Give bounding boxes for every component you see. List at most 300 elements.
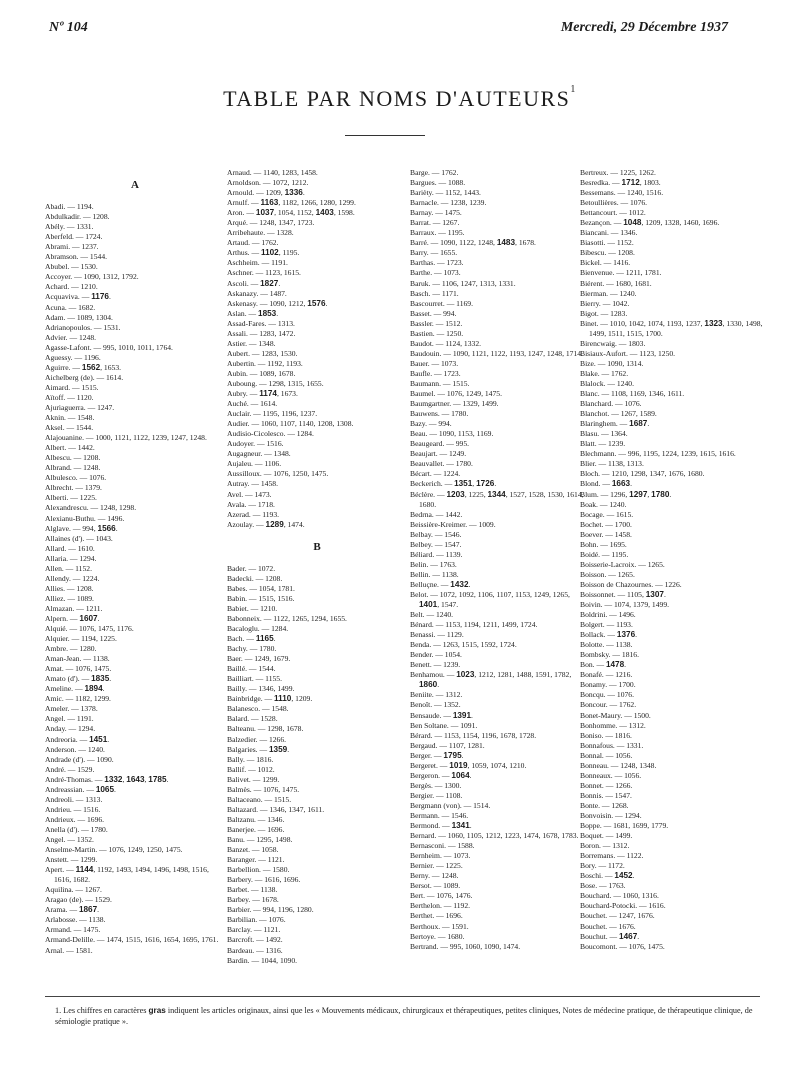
index-entry: Bierry. — 1042. (580, 298, 630, 308)
index-entry: Avel. — 1473. (227, 489, 272, 499)
index-entry: Belbey. — 1547. (410, 539, 462, 549)
original-article-ref: 1048 (623, 218, 642, 228)
index-entry: Bouchut. — 1467. (580, 931, 640, 941)
footnote (55, 1005, 767, 1027)
index-entry: Askenasy. — 1090, 1212, 1576. (227, 298, 328, 308)
section-letter-a: A (131, 179, 139, 191)
index-entry: Biancani. — 1346. (580, 228, 638, 238)
index-entry: Ameline. — 1894. (45, 684, 105, 694)
index-entry: Arnoldson. — 1072, 1212. (227, 178, 309, 188)
index-entry: Bergès. — 1300. (410, 780, 462, 790)
index-entry: Alajouanine. — 1000, 1121, 1122, 1239, 1247, 1248. (45, 433, 207, 443)
index-entry: Birencwaig. — 1803. (580, 338, 646, 348)
index-entry: Aubertin. — 1192, 1193. (227, 358, 303, 368)
index-entry: Bersot. — 1089. (410, 881, 461, 891)
original-article-ref: 1827 (260, 278, 279, 288)
index-entry: Bouchard. — 1060, 1316. (580, 891, 659, 901)
index-entry: Bickel. — 1416. (580, 258, 631, 268)
index-entry: Bose. — 1763. (580, 881, 626, 891)
index-entry: Barclay. — 1121. (227, 925, 281, 935)
original-article-ref: 1780 (651, 489, 670, 499)
original-article-ref: 1853 (258, 308, 277, 318)
index-entry: Amic. — 1182, 1299. (45, 694, 111, 704)
index-entry: Anselme-Martin. — 1076, 1249, 1250, 1475. (45, 845, 183, 855)
index-entry: Andreassian. — 1065. (45, 784, 116, 794)
index-entry: Barry. — 1655. (410, 248, 458, 258)
original-article-ref: 1351 (454, 479, 473, 489)
footnote-prefix: 1. Les chiffres en caractères (55, 1006, 149, 1015)
index-entry: Andrieu. — 1516. (45, 804, 101, 814)
index-entries-4 (580, 168, 770, 952)
index-entry: Azerad. — 1193. (227, 509, 280, 519)
index-entry: Baer. — 1249, 1679. (227, 654, 291, 664)
index-entry: Aschner. — 1123, 1615. (227, 268, 301, 278)
index-entry: Aslan. — 1853. (227, 308, 279, 318)
original-article-ref: 1663 (611, 479, 631, 489)
index-entry: Blaringhem. — 1687. (580, 419, 650, 429)
index-entry: Bon. — 1478. (580, 660, 627, 670)
original-article-ref: 1860 (419, 680, 438, 690)
title-divider (345, 135, 425, 136)
index-entry: Alexandrescu. — 1248, 1298. (45, 503, 137, 513)
index-entry: Blanchard. — 1076. (580, 399, 642, 409)
index-entry: Berger. — 1795. (410, 750, 464, 760)
index-entry: Aragao (de). — 1529. (45, 895, 112, 905)
index-entry: Baltazard. — 1346, 1347, 1611. (227, 804, 325, 814)
index-entry: Barcroft. — 1492. (227, 935, 283, 945)
index-column-1 (45, 168, 225, 956)
index-entry: Bécart. — 1224. (410, 469, 461, 479)
page-title-text: TABLE PAR NOMS D'AUTEURS (223, 86, 571, 111)
index-entry: Bettancourt. — 1012. (580, 208, 646, 218)
index-entry: Albrecht. — 1379. (45, 483, 102, 493)
index-entry: Auboung. — 1298, 1315, 1655. (227, 378, 324, 388)
index-column-4 (580, 168, 770, 952)
original-article-ref: 1894 (84, 684, 103, 694)
index-entry: Basch. — 1171. (410, 288, 459, 298)
index-entry: Blond. — 1663. (580, 479, 632, 489)
index-entry: Binet. — 1010, 1042, 1074, 1193, 1237, 1323, 1330, 1498, 1499, 1511, 1515, 1700. (580, 318, 763, 338)
index-entry: Balard. — 1528. (227, 714, 278, 724)
original-article-ref: 1336 (284, 188, 303, 198)
original-article-ref: 1064 (451, 770, 470, 780)
index-entry: Audoyer. — 1516. (227, 439, 284, 449)
index-column-2 (227, 168, 407, 966)
original-article-ref: 1643 (126, 774, 145, 784)
index-entry: Angel. — 1191. (45, 714, 94, 724)
index-entry: Bibescu. — 1208. (580, 248, 635, 258)
index-entry: Audisio-Cicolesco. — 1284. (227, 429, 314, 439)
index-entry: Barnacle. — 1238, 1239. (410, 198, 487, 208)
index-entry: Aron. — 1037, 1054, 1152, 1403, 1598. (227, 208, 355, 218)
index-entry: Bergaud. — 1107, 1281. (410, 740, 485, 750)
index-entry: Barbery. — 1616, 1696. (227, 875, 301, 885)
index-entry: Allendy. — 1224. (45, 573, 100, 583)
original-article-ref: 1332 (104, 774, 123, 784)
index-entry: Blasu. — 1364. (580, 429, 628, 439)
index-entry: Balivet. — 1299. (227, 774, 280, 784)
index-entry: Boidé. — 1195. (580, 549, 629, 559)
index-entry: Bezançon. — 1048, 1209, 1328, 1460, 1696. (580, 218, 720, 228)
index-entry: Blanchot. — 1267, 1589. (580, 409, 657, 419)
original-article-ref: 1307 (645, 589, 664, 599)
index-column-3 (410, 168, 590, 952)
index-entry: Berthelon. — 1192. (410, 901, 471, 911)
index-entry: Bonnafous. — 1331. (580, 740, 644, 750)
index-entry: Aberfeld. — 1724. (45, 232, 103, 242)
original-article-ref: 1163 (260, 198, 279, 208)
index-entry: Barthe. — 1073. (410, 268, 461, 278)
index-entry: Barré. — 1090, 1122, 1248, 1483, 1678. (410, 238, 536, 248)
index-entry: Béliard. — 1139. (410, 549, 463, 559)
original-article-ref: 1289 (265, 519, 284, 529)
index-entry: Allen. — 1152. (45, 563, 92, 573)
original-article-ref: 1297 (629, 489, 648, 499)
original-article-ref: 1176 (91, 292, 109, 302)
index-entry: Allaria. — 1294. (45, 553, 97, 563)
index-entry: Balmès. — 1076, 1475. (227, 784, 300, 794)
original-article-ref: 1376 (616, 630, 636, 640)
index-entry: Boissonnet. — 1105, 1307. (580, 589, 666, 599)
index-entry: Boisserie-Lacroix. — 1265. (580, 559, 665, 569)
original-article-ref: 1576 (307, 298, 326, 308)
index-entry: Bacaloglu. — 1284. (227, 624, 289, 634)
index-entry: Ajuriaguerra. — 1247. (45, 402, 115, 412)
index-entry: Anstett. — 1299. (45, 855, 98, 865)
index-entry: Assali. — 1283, 1472. (227, 328, 296, 338)
index-entry: Arnaud. — 1140, 1283, 1458. (227, 168, 318, 177)
index-entry: Abadi. — 1194. (45, 202, 94, 212)
index-entry: Badecki. — 1208. (227, 573, 283, 583)
index-entry: Bolgert. — 1193. (580, 620, 633, 630)
index-entry: Bender. — 1054. (410, 650, 462, 660)
index-entry: Anella (d'). — 1780. (45, 824, 108, 834)
original-article-ref: 1110 (274, 694, 292, 704)
index-entry: Benoît. — 1352. (410, 700, 461, 710)
index-entry: Bloch. — 1210, 1298, 1347, 1676, 1680. (580, 469, 705, 479)
index-entry: Beaugeard. — 995. (410, 439, 470, 449)
original-article-ref: 1023 (456, 670, 475, 680)
index-entry: Banzet. — 1058. (227, 845, 279, 855)
original-article-ref: 1483 (496, 238, 516, 248)
original-article-ref: 1566 (97, 523, 116, 533)
index-entry: Agasse-Lafont. — 995, 1010, 1011, 1764. (45, 342, 173, 352)
index-entry: Bergmann (von). — 1514. (410, 800, 491, 810)
index-entry: Borremans. — 1122. (580, 851, 644, 861)
index-entry: Aubert. — 1283, 1530. (227, 348, 298, 358)
index-entry: Boquet. — 1499. (580, 831, 633, 841)
index-entry: Beauvallet. — 1780. (410, 459, 473, 469)
index-entry: Ameler. — 1378. (45, 704, 98, 714)
index-entry: Barrat. — 1267. (410, 218, 460, 228)
index-entry: Bory. — 1172. (580, 861, 625, 871)
index-entry: Aimard. — 1515. (45, 382, 99, 392)
original-article-ref: 1102 (260, 248, 279, 258)
footnote-bold-word: gras (148, 1006, 166, 1015)
index-entry: Banerjee. — 1696. (227, 824, 285, 834)
original-article-ref: 1712 (621, 178, 640, 188)
index-entry: Bonneaux. — 1056. (580, 770, 642, 780)
index-entry: Baranger. — 1121. (227, 855, 285, 865)
index-entry: Barge. — 1762. (410, 168, 459, 177)
index-entry: Belt. — 1240. (410, 610, 454, 620)
index-entry: Arama. — 1867. (45, 905, 100, 915)
page-title (0, 86, 800, 112)
index-entry: Astier. — 1348. (227, 338, 276, 348)
index-entry: Boak. — 1240. (580, 499, 627, 509)
index-entry: Baltaceano. — 1515. (227, 794, 292, 804)
index-entry: Abubel. — 1530. (45, 262, 98, 272)
index-entries-2 (227, 168, 407, 966)
index-entry: Arribehaute. — 1328. (227, 228, 294, 238)
index-entry: Bonnet. — 1266. (580, 780, 633, 790)
index-entry: Belbay. — 1546. (410, 529, 462, 539)
index-entry: Aubin. — 1089, 1678. (227, 368, 296, 378)
index-entry: Babes. — 1054, 1781. (227, 583, 295, 593)
index-entry: Bocage. — 1615. (580, 509, 634, 519)
index-entry: Barnay. — 1475. (410, 208, 462, 218)
index-entry: Boniso. — 1816. (580, 730, 632, 740)
index-entry: Bellin. — 1138. (410, 569, 459, 579)
index-entry: Baltzanu. — 1346. (227, 814, 285, 824)
index-entry: Blatt. — 1239. (580, 439, 626, 449)
index-entry: Allaines (d'). — 1043. (45, 533, 113, 543)
index-entry: Amat. — 1076, 1475. (45, 664, 112, 674)
index-entry: Blanc. — 1108, 1169, 1346, 1611. (580, 389, 685, 399)
index-entry: Baillé. — 1544. (227, 664, 276, 674)
index-entry: Bernier. — 1225. (410, 861, 463, 871)
index-entry: Armand-Delille. — 1474, 1515, 1616, 1654, 1695, 1761. (45, 935, 219, 945)
index-entry: Bouchet. — 1247, 1676. (580, 911, 655, 921)
index-entry: Ballif. — 1012. (227, 764, 275, 774)
index-entry: Andreoli. — 1313. (45, 794, 103, 804)
index-entry: Blier. — 1138, 1313. (580, 459, 644, 469)
original-article-ref: 1391 (452, 710, 472, 720)
index-entry: Barbet. — 1138. (227, 885, 278, 895)
index-entry: Baufle. — 1723. (410, 368, 461, 378)
index-entry: Bazy. — 994. (410, 419, 452, 429)
index-entry: Balgaries. — 1359. (227, 744, 290, 754)
index-entry: Bastien. — 1250. (410, 328, 464, 338)
index-entry: Bonet-Maury. — 1500. (580, 710, 651, 720)
index-entries-1 (45, 202, 225, 956)
index-entry: Boever. — 1458. (580, 529, 632, 539)
index-entry: Barthas. — 1723. (410, 258, 464, 268)
index-entry: Blechmann. — 996, 1195, 1224, 1239, 1615, 1616. (580, 449, 736, 459)
index-entry: Abramson. — 1544. (45, 252, 108, 262)
index-entry: Bolotte. — 1138. (580, 640, 633, 650)
index-entry: Bargues. — 1088. (410, 178, 466, 188)
index-entry: Arnal. — 1581. (45, 945, 93, 955)
index-entry: Aujaleu. — 1106. (227, 459, 282, 469)
index-entry: Bonafé. — 1216. (580, 670, 633, 680)
index-entry: Bach. — 1165. (227, 634, 276, 644)
index-entry: Audier. — 1060, 1107, 1140, 1208, 1308. (227, 419, 354, 429)
index-entry: Baumann. — 1515. (410, 378, 470, 388)
index-entry: Aknin. — 1548. (45, 413, 95, 423)
index-entry: Bombsky. — 1816. (580, 650, 639, 660)
original-article-ref: 1795 (443, 750, 462, 760)
index-entry: Bergeron. — 1064. (410, 770, 472, 780)
index-entry: Ben Soltane. — 1091. (410, 720, 478, 730)
index-entry: Banu. — 1295, 1498. (227, 835, 293, 844)
index-entry: Allies. — 1208. (45, 583, 94, 593)
index-entry: Barbier. — 994, 1196, 1280. (227, 905, 314, 915)
index-entry: Aubry. — 1174, 1673. (227, 389, 298, 399)
index-entry: Balteanu. — 1298, 1678. (227, 724, 304, 734)
index-entry: Andrade (d'). — 1090. (45, 754, 114, 764)
index-entry: Bermann. — 1546. (410, 811, 469, 820)
index-entry: Bollack. — 1376. (580, 630, 638, 640)
original-article-ref: 1467 (619, 931, 638, 941)
index-entry: Bonvoisin. — 1294. (580, 811, 642, 820)
index-entry: Berthet. — 1696. (410, 911, 463, 921)
index-entry: Bergeret. — 1019, 1059, 1074, 1210. (410, 760, 527, 770)
index-entry: Barièty. — 1152, 1443. (410, 188, 481, 198)
index-entry: André-Thomas. — 1332, 1643, 1785. (45, 774, 169, 784)
index-entry: Boppe. — 1681, 1699, 1779. (580, 821, 669, 831)
index-entry: Bachy. — 1780. (227, 644, 277, 654)
index-entry: Balzedier. — 1266. (227, 734, 287, 744)
index-entry: Basset. — 994. (410, 308, 457, 318)
index-entry: Boivin. — 1074, 1379, 1499. (580, 600, 670, 610)
index-entry: Barraux. — 1195. (410, 228, 465, 238)
index-entry: Belot. — 1072, 1092, 1106, 1107, 1153, 1249, 1265, 1401, 1547. (410, 589, 570, 610)
index-entry: Bailliart. — 1155. (227, 674, 282, 684)
original-article-ref: 1562 (81, 362, 101, 372)
index-entry: Bonte. — 1268. (580, 800, 629, 810)
index-entry: Askanazy. — 1487. (227, 288, 287, 298)
index-entry: Boncour. — 1762. (580, 700, 637, 710)
index-entry: Adam. — 1089, 1304. (45, 312, 113, 322)
index-entry: Aïtoff. — 1120. (45, 392, 94, 402)
index-entry: Bardeau. — 1316. (227, 945, 283, 955)
index-entry: Bohn. — 1695. (580, 539, 627, 549)
index-entry: Beaujart. — 1249. (410, 449, 467, 459)
index-entry: Bonnal. — 1056. (580, 750, 633, 760)
index-entry: Barbey. — 1678. (227, 895, 279, 905)
original-article-ref: 1174 (259, 389, 277, 399)
index-entry: Blake. — 1762. (580, 368, 629, 378)
original-article-ref: 1344 (487, 489, 506, 499)
index-entry: Bailly. — 1346, 1499. (227, 684, 295, 694)
index-entry: Bénard. — 1153, 1194, 1211, 1499, 1724. (410, 620, 538, 630)
index-entry: Beckerich. — 1351, 1726. (410, 479, 497, 489)
index-entry: Belin. — 1763. (410, 559, 457, 569)
index-entry: Achard. — 1210. (45, 282, 98, 292)
original-article-ref: 1359 (268, 744, 288, 754)
index-entry: Barbellion. — 1580. (227, 865, 290, 875)
index-entry: Amato (d'). — 1835. (45, 674, 112, 684)
index-entry: Ambre. — 1280. (45, 644, 97, 654)
index-entry: Aschheim. — 1191. (227, 258, 288, 268)
index-entry: Biérent. — 1680, 1681. (580, 278, 652, 288)
index-entry: Alexianu-Buthu. — 1496. (45, 513, 125, 523)
index-entry: Bochet. — 1700. (580, 519, 632, 529)
index-entry: Bonnis. — 1547. (580, 790, 632, 800)
index-entry: Bernasconi. — 1588. (410, 841, 475, 851)
index-entry: Advier. — 1248. (45, 332, 97, 342)
index-entry: Baudouin. — 1090, 1121, 1122, 1193, 1247, 1248, 1714. (410, 348, 583, 358)
index-entry: Avala. — 1718. (227, 499, 275, 509)
index-entry: Aguessy. — 1196. (45, 352, 101, 362)
index-entry: Arthus. — 1102, 1195. (227, 248, 300, 258)
index-entry: Balanesco. — 1548. (227, 704, 289, 714)
index-entry: Beissière-Kreimer. — 1009. (410, 519, 496, 529)
index-entry: Baumgartner. — 1329, 1499. (410, 399, 499, 409)
index-entry: Accoyer. — 1090, 1312, 1792. (45, 272, 139, 282)
index-entry: Alquier. — 1194, 1225. (45, 634, 117, 644)
index-entry: Abély. — 1331. (45, 222, 94, 232)
index-entry: Abrami. — 1237. (45, 242, 99, 252)
original-article-ref: 1867 (78, 905, 98, 915)
index-entry: Acquaviva. — 1176. (45, 292, 111, 302)
original-article-ref: 1785 (148, 774, 167, 784)
index-entry: Azoulay. — 1289, 1474. (227, 519, 305, 529)
index-entry: Bouchet. — 1676. (580, 921, 636, 931)
original-article-ref: 1403 (315, 208, 334, 218)
index-entry: Bascourret. — 1169. (410, 298, 473, 308)
index-entries-3 (410, 168, 590, 952)
index-entry: Bessemans. — 1240, 1516. (580, 188, 664, 198)
index-entry: Auché. — 1614. (227, 399, 278, 409)
original-article-ref: 1019 (449, 760, 468, 770)
index-entry: Biasotti. — 1152. (580, 238, 634, 248)
original-article-ref: 1726 (476, 479, 495, 489)
index-entry: Boucomont. — 1076, 1475. (580, 941, 665, 951)
index-entry: Benda. — 1263, 1515, 1592, 1724. (410, 640, 517, 650)
index-entry: Bienvenue. — 1211, 1781. (580, 268, 662, 278)
title-footnote-marker: 1 (570, 84, 577, 95)
index-entry: Apert. — 1144, 1192, 1493, 1494, 1496, 1498, 1516, 1616, 1682. (45, 865, 209, 885)
index-entry: Aguirre. — 1562, 1653. (45, 362, 122, 372)
footnote-suffix: indiquent les articles originaux, ainsi que les « Mouvements médicaux, chirurgicaux et thérapeutiques, petites cliniques, Notes de médecine pratique, de thérapeutique clinique, de sémiologie pratique ». (55, 1006, 753, 1026)
index-entry: Blum. — 1296, 1297, 1780. (580, 489, 672, 499)
index-entry: Blalock. — 1240. (580, 378, 634, 388)
index-entry: Bernard. — 1060, 1105, 1212, 1223, 1474, 1678, 1783. (410, 831, 579, 841)
index-entry: Boisson. — 1265. (580, 569, 635, 579)
original-article-ref: 1203 (446, 489, 465, 499)
original-article-ref: 1144 (75, 865, 94, 875)
index-entry: Bonhomme. — 1312. (580, 720, 646, 730)
index-entry: Baumel. — 1076, 1249, 1475. (410, 389, 502, 399)
index-entry: Aman-Jean. — 1138. (45, 654, 110, 664)
index-entry: Aksel. — 1544. (45, 423, 94, 433)
index-entry: Berny. — 1248. (410, 871, 459, 881)
section-letter-b: B (313, 540, 321, 553)
index-entry: Baruk. — 1106, 1247, 1313, 1331. (410, 278, 516, 288)
index-entry: Andrieux. — 1696. (45, 814, 105, 824)
index-entry: Aichelberg (de). — 1614. (45, 372, 124, 382)
index-entry: Albescu. — 1208. (45, 453, 101, 463)
index-entry: Bassler. — 1512. (410, 318, 463, 328)
index-entry: Albrand. — 1248. (45, 463, 101, 473)
index-entry: Autray. — 1458. (227, 479, 278, 489)
original-article-ref: 1835 (91, 674, 110, 684)
index-entry: Albulesco. — 1076. (45, 473, 107, 483)
index-entry: Betoullières. — 1076. (580, 198, 648, 208)
index-entry: Bouchard-Potocki. — 1616. (580, 901, 666, 911)
issue-date: Mercredi, 29 Décembre 1937 (560, 20, 728, 35)
index-entry: Berthoux. — 1591. (410, 921, 469, 931)
original-article-ref: 1401 (419, 600, 438, 610)
original-article-ref: 1341 (451, 821, 470, 831)
index-entry: Bauer. — 1073. (410, 358, 459, 368)
index-entry: Baudot. — 1124, 1332. (410, 338, 482, 348)
index-entry: Bauwens. — 1780. (410, 409, 469, 419)
index-entry: Bertrand. — 995, 1060, 1090, 1474. (410, 941, 521, 951)
index-entry: Aussilloux. — 1076, 1250, 1475. (227, 469, 329, 479)
